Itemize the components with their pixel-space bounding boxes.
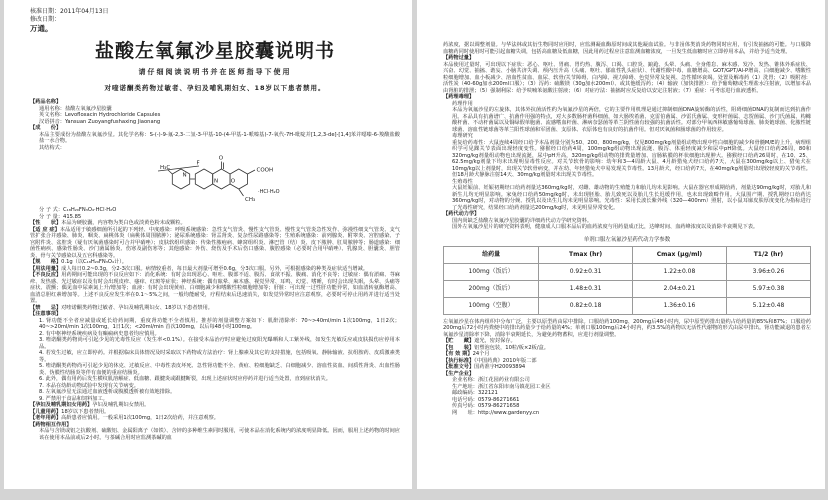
paragraph: 电话号码：0579-86271661 (452, 396, 520, 403)
pk-table-cell: 100mg（空腹） (444, 297, 539, 314)
paragraph: 药浓度，据以调整剂量。与华法林或其衍生物同时应用时，应监测凝血酶原时间或其他凝血试验。与非甾体类消炎药物同时应用，有引发抽搐的可能。与口服降血糖药同时使用时可能引起血糖失调，包括高血糖及低血糖，因此用药过程应注意监测血糖浓度，一旦发生低血糖时应立即停用本品，并给予适当处理。 (443, 42, 811, 55)
paragraph: 国外左氧氟沙星片的研究资料表明，健康成人口服本品后的血药浓度与用药量成正比，达峰时间、血药峰浓度以及消除半衰期见下表。 (452, 224, 759, 230)
left-body-sections-b (30, 207, 400, 441)
atom-label-n1: N (182, 172, 187, 179)
section-paragraph: 【禁 忌】对喹诺酮类药物过敏者、孕妇及哺乳期妇女、18岁以下患者禁用。 (30, 304, 213, 311)
paragraph: 药理作用 (452, 100, 473, 107)
section-heading: 【用法用量】 (30, 265, 62, 272)
paragraph: 邮政编码：322121 (452, 390, 498, 396)
salt-hydrate-note: ·HCl·H₂O (258, 189, 280, 195)
pk-table-row (444, 280, 811, 297)
section-paragraph: 【适 应 症】本品适用于敏感细菌所引起的下列轻、中度感染：呼吸系统感染：急性支气管炎、慢性支气管炎、慢性支气管炎急性发作、弥漫性细支气管炎、支气管扩张合并感染、肺炎、咽炎、扁桃体炎（扁桃体周围脓肿）；泌尿系统感染：肾盂肾炎、复杂性尿路感染等；生殖系统感染：前列腺炎、附睾炎、宫腔感染、子宫附件炎、盆腔炎（疑有厌氧菌感染时可合并甲硝唑）；皮肤软组织感染：传染性脓疱病、蜂窝组织炎、淋巴管（结）炎、皮下脓肿、肛周脓肿等；肠道感染：细菌性痢疾、感染性肠炎、沙门菌属肠炎、伤寒及副伤寒等；其他感染：外伤、烧伤及手术后伤口感染、腹腔感染（必要时合用甲硝唑）、乳腺炎、胆囊炎、胆管炎、骨与关节感染以及五官科感染等。 (30, 226, 400, 259)
paragraph: 分 子 式：C₁₈H₂₀FN₃O₄·HCl·H₂O (39, 207, 117, 213)
section-paragraph: 【执行标准】《中国药典》2010年版二部 (443, 357, 537, 364)
pk-table-row (444, 297, 811, 314)
section-paragraph: 【老年用药】高龄患者应慎用。一般采用1次100mg，1日2次给药，并注意观察。 (30, 415, 219, 421)
paragraph: 重复给药毒性：大鼠连续4周经口给予本品剂量分别为50、200、800mg/kg，仅见800mg/kg剂量组动物出现中性白细胞的减少和骨髓M/E的上升。病理组织学可见踝关节表面出现轻度变性。猕猴经口给药4周，100mg/kg组动物出现流涎、腹泻、体重轻度减少和尿中pH降低。大鼠经口给药26周，80和320mg/kg剂量组动物也出现流涎，尿中pH升高，320mg/kg组动物的排粪量增加、盲肠粘膜的杯状细胞出现肿大。猕猴经口给药26周时，在10、25、62.5mg/kg剂量下均未出现明显毒性反应。对关节软骨的影响：幼年和3—4周龄大鼠、4月龄猎兔犬经口给药7天，大鼠在300mg/kg以上、猎兔犬在10mg/kg以上剂量时，出现关节软骨病变，并在幼、年轻猎兔犬中易发现关节毒性。13月龄犬，经口给药7天，在40mg/kg剂量时出现较轻度的关节毒性。但18月龄犬静脉注射14天、30mg/kg剂量时未出现关节毒性。 (452, 139, 811, 178)
section-paragraph: 【性 状】本品为硬胶囊，内容物为类白色或淡黄色粉末或颗粒。 (30, 220, 186, 226)
leaflet-page-right (417, 0, 825, 489)
section-heading: 【孕妇及哺乳期妇女用药】 (30, 402, 93, 408)
revision-date: 修改日期： (30, 16, 61, 23)
section-heading: 【贮 藏】 (443, 338, 475, 344)
pk-table-header-row (444, 246, 811, 263)
paragraph: 本品为氧氟沙星的左旋体，其体外抗菌活性约为氧氟沙星的两倍，它的主要作用机理是通过抑制细菌DNA旋转酶的活性，阻碍细菌DNA的复制而达到抗菌作用。本品具有抗菌谱广、抗菌作用强的特点，对大多数肠杆菌科细菌，如大肠埃希菌、克雷伯菌属、沙雷氏菌属、变形杆菌属、志贺菌属、沙门氏菌属、构橼酸杆菌、不动杆菌属以及铜绿假单胞菌、流感嗜血杆菌、淋病奈瑟菌等革兰阴性菌有较强的抗菌活性。对部分甲氧西林敏感葡萄球菌、肺炎链球菌、化脓性链球菌、溶血性链球菌等革兰阳性球菌和军团菌、支原体、衣原体也有良好的抗菌作用。但对厌氧菌和肠球菌的作用较差。 (452, 107, 811, 133)
chemical-structure-block (30, 151, 400, 207)
section-heading: 【执行标准】 (443, 357, 475, 364)
pk-table-cell: 200mg（饭后） (444, 280, 539, 297)
pk-table-cell: 0.82±0.18 (539, 297, 633, 314)
chemical-structure-diagram (158, 149, 328, 211)
atom-label-f: F (196, 160, 200, 167)
paragraph: 分 子 量：415.85 (39, 213, 82, 220)
pk-table-wrapper (443, 246, 811, 315)
section-heading: 【儿童用药】 (30, 408, 62, 415)
atom-label-h3c: H₃C (160, 165, 171, 171)
approval-date: 核准日期：2011年04月13日 (30, 8, 109, 15)
section-heading: 【包 装】 (443, 344, 475, 351)
section-heading: 【注意事项】 (30, 311, 62, 317)
pk-table-header: Cmax (μg/ml) (633, 246, 727, 263)
paragraph: 1. 肾功能不全者应减量或延长给药间期，重度肾功能不全者慎用。推荐的剂量调整方案如下：肌酐清除率：70~>40ml/min 1次100mg，1日2次；40~>20ml/min 1次100mg，1日1次；<20ml/min 首次100mg，以后每48小时100mg。 (39, 317, 400, 330)
section-paragraph: 【儿童用药】18岁以下患者禁用。 (30, 408, 110, 415)
section-heading: 【药代动力学】 (443, 211, 480, 217)
pk-table-cell: 2.04±0.21 (633, 280, 727, 297)
section-heading: 【成 份】 (30, 125, 62, 131)
paragraph: 本品主要成份为盐酸左氧氟沙星。其化学名称：S-(-)-9-氟-2,3-二氢-3-甲基-10-(4-甲基-1-哌嗪基)-7-氧代-7H-吡啶并[1,2,3-de]-[1,4]苯并噁嗪-6-羧酸盐酸盐一水合物。 (39, 131, 400, 144)
right-body-sections-bottom (443, 319, 811, 417)
page-subtitle: 请仔细阅读说明书并在医师指导下使用 (138, 68, 292, 76)
section-paragraph: 【规 格】0.1g（以C₁₈H₂₀FN₃O₄计）。 (30, 259, 127, 265)
paragraph: 8. 左氧氟沙星无法通过血液透析或腹膜透析被有效地排除。 (39, 389, 176, 395)
paragraph: 2. 有中枢神经系统疾病及有癫痫病史患者均应慎用。 (39, 330, 160, 337)
paragraph: 汉语拼音：Yansuan Zuoyangfushaxing Jiaonang (39, 118, 161, 125)
pk-table-header: Tmax (hr) (539, 246, 633, 263)
section-paragraph: 【贮 藏】遮光，密封保存。 (443, 338, 516, 344)
atom-label-n2: N (214, 178, 219, 185)
section-heading: 【药理毒理】 (443, 94, 475, 100)
left-body-sections-a (30, 99, 400, 145)
section-paragraph: 【孕妇及哺乳期妇女用药】孕妇及哺乳期妇女禁用。 (30, 402, 150, 408)
section-heading: 【批准文号】 (443, 364, 475, 370)
section-heading: 【不良反应】 (30, 272, 62, 278)
section-heading: 【老年用药】 (30, 415, 62, 421)
paragraph: 企业名称：浙江花园药业有限公司 (452, 377, 530, 383)
atom-label-cooh: COOH (256, 167, 274, 174)
structure-caption: 其结构式： (39, 144, 65, 151)
pk-table-cell: 5.12±0.48 (726, 297, 810, 314)
atom-label-o-top: O (218, 155, 224, 162)
pk-table-cell: 0.92±0.31 (539, 263, 633, 280)
section-paragraph: 【批准文号】国药准字H20093894 (443, 364, 526, 370)
paragraph: 传真号码：0579-86271658 (452, 403, 520, 409)
section-heading: 【药物相互作用】 (30, 421, 72, 428)
leaflet-page-left (4, 0, 412, 489)
section-heading: 【药物过量】 (443, 55, 475, 61)
right-body-sections-top (443, 42, 811, 231)
paragraph: 生殖毒性 (452, 178, 473, 185)
paragraph: 6. 此外，偶有用药后发生横纹肌溶解症、低血糖、跟腱炎或跟腱断裂，出现上述症状时应停药并进行适当处置，直到症状消失。 (39, 376, 331, 382)
section-heading: 【生产企业】 (443, 370, 475, 377)
pk-table-cell: 1.48±0.31 (539, 280, 633, 297)
pk-table-header: T1/2 (hr) (726, 246, 810, 263)
paragraph: 通用名称：盐酸左氧氟沙星胶囊 (39, 105, 112, 112)
section-paragraph: 【包 装】铝塑泡包装，10粒/板×2板/盒。 (443, 344, 549, 351)
paragraph: 左氧氟沙星在体内组织中分布广泛，主要以原型药由尿中排除。口服给药100mg、200mg后48小时内，尿中原型药排出量约占给药量的85%和87%；口服给药200mg后72小时内粪便中的排出药量少于给药量的4%；单剂口服100mg后24小时内，约3.5%的药物以无活性代谢物的形式由尿中排出。肾功能减退的患者左氧氟沙星清除率下降，消除半衰期延长，为避免药物蓄积，应进行剂量调整。 (443, 318, 811, 338)
paragraph: 毒理研究 (452, 133, 473, 139)
pk-table-cell: 1.22±0.08 (633, 263, 727, 280)
contraindication-warning: 对喹诺酮类药物过敏者、孕妇及哺乳期妇女、18岁以下患者禁用。 (104, 84, 326, 92)
atom-label-ch3: CH₃ (245, 197, 256, 203)
paragraph: 7. 本品在幼龄动物试验中发现有关节病变。 (39, 382, 139, 389)
paragraph: 9. 严禁用于食品和饲料加工。 (39, 395, 108, 402)
atom-label-o-ring: O (230, 178, 236, 185)
section-heading: 【适 应 症】 (30, 226, 60, 233)
paragraph: 英文名称：Levofloxacin Hydrochloride Capsules (39, 112, 161, 118)
pk-table-row (444, 263, 811, 280)
section-heading: 【禁 忌】 (30, 304, 62, 311)
paragraph: 生产地址：浙江省东阳市南马镇花园工业区 (452, 383, 551, 390)
section-heading: 【药品名称】 (30, 99, 62, 105)
pk-table-cell: 5.97±0.38 (726, 280, 810, 297)
pk-table-cell: 3.96±0.26 (726, 263, 810, 280)
page-title: 盐酸左氧氟沙星胶囊说明书 (94, 40, 335, 62)
section-heading: 【规 格】 (30, 259, 62, 265)
section-heading: 【有 效 期】 (443, 351, 473, 357)
paragraph: 大鼠妊娠前、妊娠初期经口给药剂量达360mg/kg时，对雌、雄动物的生殖能力和胎儿均未见影响。大鼠在器官形成期给药，剂量达90mg/kg时，对胎儿和新生儿均无明显影响。家兔经口给药50mg/kg时，未出现胚胎、胎儿致死以及胎儿生长迟缓作用，也未出现致畸作用。大鼠围产期、授乳期经口给药达360mg/kg时，对动物的分娩、授乳以及出生儿均未见明显影响。光毒性：采用长波长紫外线（320—400nm）照射，以小鼠耳廓皮肤厚度变化为指标进行了光毒性研究，结果经口给药剂量达200mg/kg时，未见明显异常变化。 (452, 185, 811, 211)
paragraph: 本品与含镁或铝之抗酸剂、硫酸铝、金属阳离子（如铁）、含锌的多种维生素同时服用，可使本品在消化系统内的浓度明显降低。因而，服用上述药物的时间应该在使用本品前或后2小时。与茶碱合用时应监测茶碱的血 (39, 428, 400, 441)
section-heading: 【性 状】 (30, 220, 62, 226)
paragraph: 网 址：http://www.gardenyy.cn (452, 409, 540, 416)
paragraph: 5. 喹诺酮类药物尚可引起少见的休克、过敏反应、中毒性表皮坏死、急性肾功能不全、黄疸、粒细胞缺乏、白细胞减少、溶血性贫血、间质性肾炎、出血性肠炎、伪膜性结肠炎等伴有血便的重症结肠炎。 (39, 363, 400, 376)
paragraph: 4. 若发生过敏，应立即停药。并根据临床具体情况及时采取以下药物或方法治疗：肾上腺素及其它的支持措施，包括吸氧、静脉输液、抗组胺药、皮质激素类等。 (39, 350, 400, 363)
pk-table-cell: 100mg（饭后） (444, 263, 539, 280)
paragraph: 本品使用过量时，可出现以下症状：恶心、呕吐、胃痛、胃灼热、腹泻、口渴、口腔炎、踉跄、头晕、头痛、全身倦怠、麻木感、发冷、发热、锥体外系症状、兴奋、幻觉、抽搐、谵妄、小脑共济失调、颅内压升高（头痛、呕吐、郁血性乳头症状）、代谢性酸中毒、血糖增高、GOT/GPT/Al-P增高、白细胞减少、嗜酸性粒细胞增加、血小板减少、溶血性贫血、血尿、软骨/关节障碍、白内障、视力障碍、色觉异常及复视、急性循环衰竭。处置及解毒药（1）洗胃；（2）吸附剂：活性炭（40-60g加水200ml口服）；（3）泻药：硫酸镁（30g加水200ml）、或其他缓泻药；（4）输液（加快排泄）：给予葡萄糖或生理盐水注射液，以增加本品由肾脏的排泄；（5）强制利尿：给予呋喃苯氨酸注射液；（6）对症疗法：抽搐时应反复给以安定注射液；（7）重症：可考虑进行血液透析。 (443, 61, 811, 94)
paragraph: 3. 喹诺酮类药物尚可引起少见的光毒性反应（发生率<0.1%）。在接受本品治疗时应避免过度阳光曝晒和人工紫外线，如发生光敏反应或皮肤损伤应停用本品。 (39, 337, 400, 350)
section-paragraph: 【用法用量】成人每日0.2~0.3g，分2-3次口服。病情较重者，每日最大剂量可增至0.6g，分3次口服。另外，可根据感染的种类及症状适当增减。 (30, 265, 368, 272)
section-paragraph: 【不良反应】用药期间可能出现的不良反应如下：消化系统：有时会出现恶心、呕吐、腹部不适、腹泻、食欲不振、腹痛、消化不良等；过敏症：偶有淤癍、荨麻疹、发热感、光过敏症以及有时会出现皮疹、瘙痒、红斑等症状；神经系统：偶有眩晕、麻木感、视觉异常、耳鸣、幻觉、嗜睡，有时会出现失眠、头晕、头痛等症状、震颤；偶见血中尿素氮上升/增加等；血液：有时会出现黄疸、白细胞减少和嗜酸性粒细胞增加等；肝脏：可出现一过性肝功能异常，如血清转氨酶增高、血清总胆红素增加等。上述不良反应发生率在0.1～5%之间，一般均能耐受，疗程结束后迅速消失，如发觉异常时应注意观察，必要时可停止用药并进行适当处置。 (30, 272, 400, 304)
pk-table-caption: 单剂口服左氧氟沙星药代动力学参数 (583, 236, 671, 243)
pk-table-header: 给药量 (444, 246, 539, 263)
pk-table-cell: 1.36±0.16 (633, 297, 727, 314)
paragraph: 国内尚缺乏盐酸左氧氟沙星胶囊的详细药代动力学研究资料。 (452, 217, 593, 224)
pk-table (443, 246, 811, 315)
brand-logo-text: 万通。 (30, 24, 53, 33)
section-paragraph: 【有 效 期】24个月 (443, 351, 490, 357)
bond-lines (158, 162, 255, 197)
